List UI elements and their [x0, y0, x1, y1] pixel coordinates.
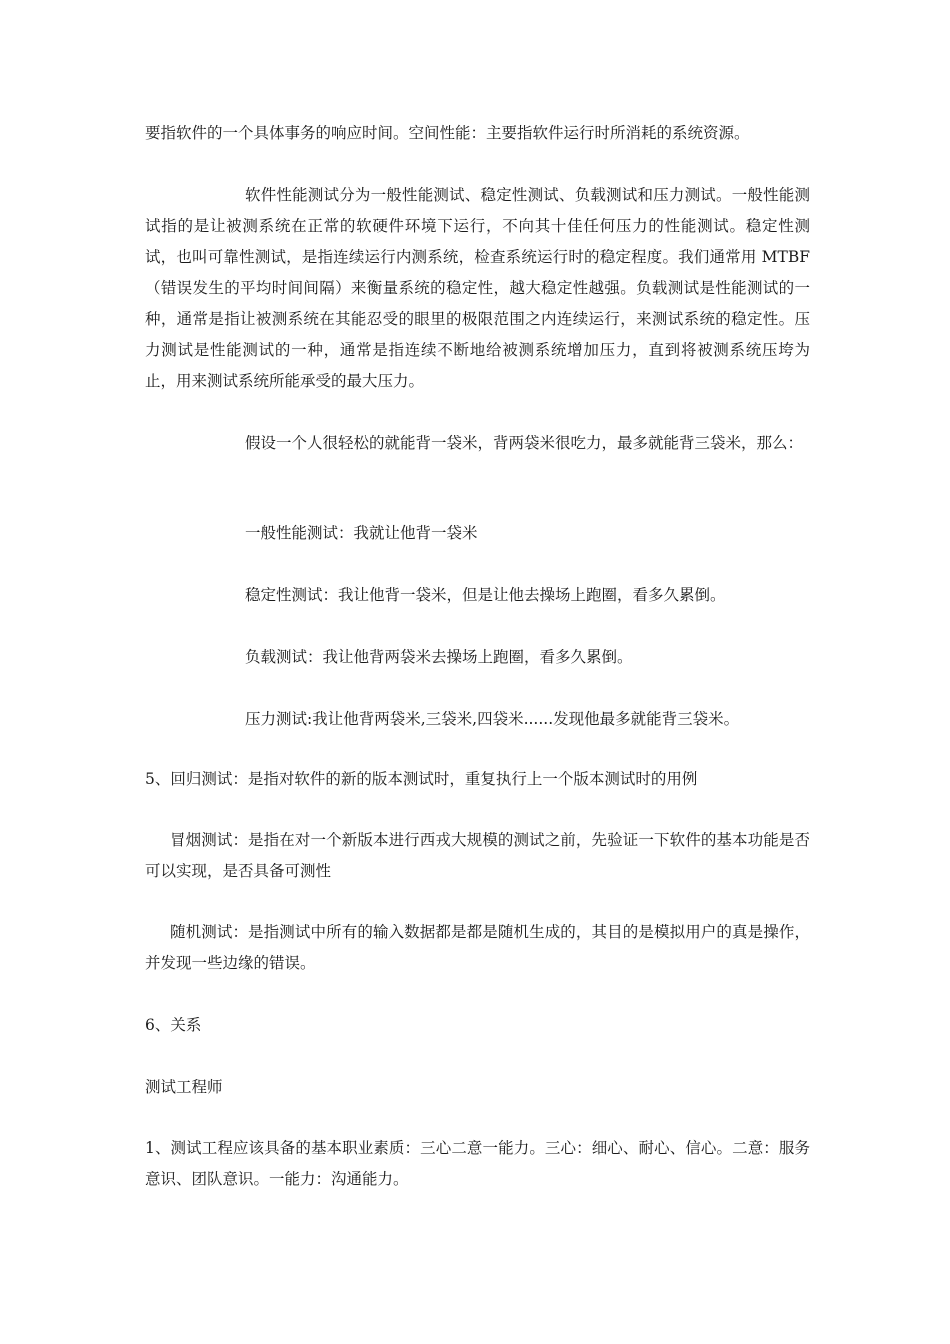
section-heading-relationship: 6、关系 [145, 1016, 202, 1034]
paragraph-performance-definition: 要指软件的一个具体事务的响应时间。空间性能：主要指软件运行时所消耗的系统资源。 [145, 124, 750, 142]
paragraph-stability-example: 稳定性测试：我让他背一袋米，但是让他去操场上跑圈，看多久累倒。 [245, 586, 726, 604]
paragraph-rice-example-intro: 假设一个人很轻松的就能背一袋米，背两袋米很吃力，最多就能背三袋米，那么： [245, 434, 804, 452]
paragraph-engineer-qualities: 1、测试工程应该具备的基本职业素质：三心二意一能力。三心：细心、耐心、信心。二意：服务意识、团队意识。一能力：沟通能力。 [145, 1139, 810, 1188]
paragraph-general-performance-example: 一般性能测试：我就让他背一袋米 [245, 524, 478, 542]
paragraph-load-example: 负载测试：我让他背两袋米去操场上跑圈，看多久累倒。 [245, 648, 633, 666]
paragraph-random-test: 随机测试：是指测试中所有的输入数据都是都是随机生成的，其目的是模拟用户的真是操作，并发现一些边缘的错误。 [145, 923, 810, 972]
paragraph-smoke-test: 冒烟测试：是指在对一个新版本进行西戎大规模的测试之前，先验证一下软件的基本功能是否可以实现，是否具备可测性 [145, 831, 810, 880]
section-heading-test-engineer: 测试工程师 [145, 1078, 223, 1096]
paragraph-stress-example: 压力测试:我让他背两袋米,三袋米,四袋米......发现他最多就能背三袋米。 [245, 710, 740, 728]
paragraph-performance-test-types: 软件性能测试分为一般性能测试、稳定性测试、负载测试和压力测试。一般性能测试指的是让被测系统在正常的软硬件环境下运行，不向其十佳任何压力的性能测试。稳定性测试，也叫可靠性测试，是指连续运行内测系统，检查系统运行时的稳定程度。我们通常用 MTBF（错误发生的平均时间间隔）来衡量系统的稳定性，越大稳定性越强。负载测试是性能测试的一种，通常是指让被测系统在其能忍受的眼里的极限范围之内连续运行，来测试系统的稳定性。压力测试是性能测试的一种，通常是指连续不断地给被测系统增加压力，直到将被测系统压垮为止，用来测试系统所能承受的最大压力。 [145, 186, 810, 390]
paragraph-regression-test: 5、回归测试：是指对软件的新的版本测试时，重复执行上一个版本测试时的用例 [145, 770, 698, 788]
